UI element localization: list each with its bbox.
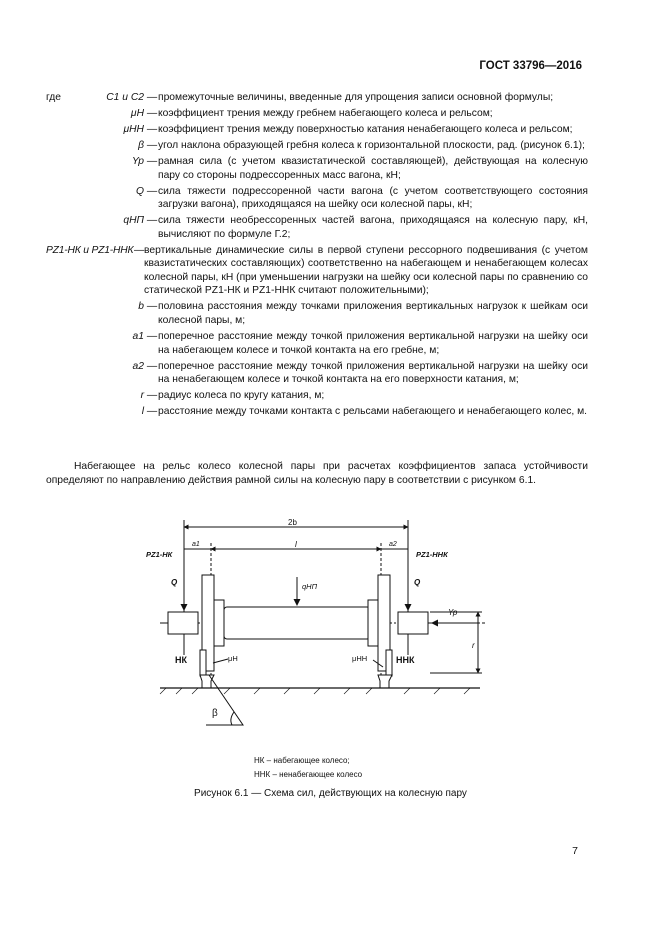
definition-row — [46, 360, 588, 387]
label-2b: 2b — [288, 518, 297, 527]
where-word — [46, 214, 70, 241]
label-a1: a1 — [192, 541, 200, 548]
legend-item: ННК – ненабегающее колесо — [254, 770, 363, 779]
wheel-right-hub — [368, 600, 378, 646]
definition-row — [46, 91, 588, 105]
figure-legend — [254, 754, 362, 782]
definition-dash: — — [146, 215, 158, 227]
where-word — [46, 300, 70, 327]
page-number: 7 — [572, 845, 578, 857]
definition-term: r — [140, 390, 144, 402]
definition-dash: — — [146, 360, 158, 372]
definition-dash: — — [146, 185, 158, 197]
definition-text: поперечное расстояние между точкой приложения вертикальной нагрузки на шейку оси на набегающем колесе и точкой контакта на его гребне, м; — [158, 331, 588, 356]
definition-text: поперечное расстояние между точкой приложения вертикальной нагрузки на шейку оси на ненабегающем колесе и точкой контакта на его поверхности катания, м; — [158, 360, 588, 386]
definition-text: промежуточные величины, введенные для упрощения записи основной формулы; — [158, 92, 554, 103]
definition-text: половина расстояния между точками приложения вертикальных нагрузок к шейкам оси колесной пары, м; — [158, 301, 588, 327]
flange-left — [200, 650, 206, 676]
definition-text: расстояние между точками контакта с рельсами набегающего и ненабегающего колес, м. — [158, 406, 588, 418]
where-word — [46, 185, 70, 212]
definition-text: угол наклона образующей гребня колеса к горизонтальной плоскости, рад. (рисунок 6.1); — [158, 139, 585, 151]
definition-text: сила тяжести подрессоренной части вагона (с учетом соответствующего состояния загрузки вагона), приходящаяся на шейку оси колесной пары, кН; — [158, 185, 588, 211]
definition-dash: — — [146, 331, 158, 343]
definition-term: qНП — [123, 215, 144, 227]
where-word — [46, 155, 70, 182]
journal-left — [168, 612, 198, 634]
where-word — [46, 123, 70, 137]
standard-code: ГОСТ 33796—2016 — [479, 60, 582, 72]
where-word — [46, 360, 70, 387]
wheelset-force-diagram — [140, 515, 500, 730]
mu-h-leader — [213, 659, 228, 663]
where-word — [46, 139, 70, 153]
definition-dash: — — [146, 301, 158, 313]
label-l: l — [295, 540, 297, 549]
beta-arc — [231, 712, 234, 725]
label-r: r — [472, 641, 475, 650]
label-beta: β — [212, 708, 218, 719]
where-word: где — [46, 92, 62, 103]
definition-dash: — — [146, 92, 158, 103]
label-p-right: PZ1-ННК — [416, 550, 448, 559]
definition-dash: — — [146, 139, 158, 151]
rail-left — [200, 675, 214, 688]
definition-dash: — — [146, 406, 158, 418]
journal-right — [398, 612, 428, 634]
where-word — [46, 389, 70, 403]
definition-text: коэффициент трения между гребнем набегающего колеса и рельсом; — [158, 107, 493, 119]
label-yp: Yp — [448, 608, 458, 617]
label-q-left: Q — [171, 578, 178, 587]
where-word — [46, 330, 70, 357]
definition-row — [46, 155, 588, 182]
definition-dash: — — [146, 107, 158, 119]
definition-row — [46, 244, 588, 298]
definition-term: β — [138, 139, 144, 151]
definition-text: коэффициент трения между поверхностью катания ненабегающего колеса и рельсом; — [158, 123, 573, 135]
definition-row — [46, 300, 588, 327]
definition-term: μHH — [123, 123, 144, 135]
figure-caption: Рисунок 6.1 — Схема сил, действующих на колесную пару — [194, 788, 467, 799]
label-mu-hh: μHH — [352, 654, 368, 663]
label-a2: a2 — [389, 541, 397, 548]
label-q-right: Q — [414, 578, 421, 587]
definition-term: C1 и C2 — [106, 92, 144, 103]
label-mu-h: μH — [228, 654, 238, 663]
definition-row — [46, 389, 588, 403]
definition-term: b — [138, 301, 144, 313]
axle-body — [224, 607, 370, 639]
definition-text: сила тяжести необрессоренных частей вагона, приходящаяся на колесную пару, кН, вычисляют по формуле Г.2; — [158, 215, 588, 240]
definition-dash: — — [146, 390, 158, 402]
definition-row — [46, 107, 588, 121]
definition-text: рамная сила (с учетом квазистатической составляющей), действующая на колесную пару со стороны подрессоренных масс вагона, кН; — [158, 155, 588, 181]
ground-hatch — [160, 688, 470, 694]
definition-row — [46, 185, 588, 212]
definition-text: вертикальные динамические силы в первой ступени рессорного подвешивания (с учетом квазистатических составляющих) соответственно на набегающем и ненабегающем колесах колесной пары, кН (при уменьшении нагрузки на шейку оси колесной пары по сравнению со статической PZ1-НК и PZ1-ННК считают положительными); — [144, 244, 588, 297]
definition-dash: — — [134, 244, 145, 256]
definition-term: a1 — [132, 331, 144, 343]
definition-term: Yp — [131, 155, 144, 167]
definition-dash: — — [146, 123, 158, 135]
label-nnk: ННК — [396, 655, 415, 665]
definition-term: PZ1-НК и PZ1-ННК — [46, 244, 134, 256]
label-nk: НК — [175, 655, 187, 665]
wheel-left-hub — [214, 600, 224, 646]
definition-text: радиус колеса по кругу катания, м; — [158, 390, 325, 402]
label-p-left: PZ1-НК — [146, 550, 173, 559]
definition-term: μH — [130, 107, 144, 119]
definition-row — [46, 139, 588, 153]
definition-row — [46, 214, 588, 241]
definition-term: l — [141, 406, 144, 418]
rail-right — [378, 675, 392, 688]
flange-right — [386, 650, 392, 676]
where-word — [46, 405, 70, 419]
legend-item: НК – набегающее колесо; — [254, 756, 350, 765]
where-word — [46, 107, 70, 121]
definition-row — [46, 330, 588, 357]
body-paragraph: Набегающее на рельс колесо колесной пары при расчетах коэффициентов запаса устойчивости определяют по направлению действия рамной силы на колесную пару в соответствии с рисунком 6.1. — [46, 461, 588, 486]
definition-row — [46, 123, 588, 137]
definition-term: Q — [135, 185, 144, 197]
definition-dash: — — [146, 155, 158, 167]
definition-term: a2 — [132, 360, 144, 372]
definition-row — [46, 405, 588, 419]
label-q-np: qНП — [302, 582, 318, 591]
definitions-list — [46, 91, 588, 421]
